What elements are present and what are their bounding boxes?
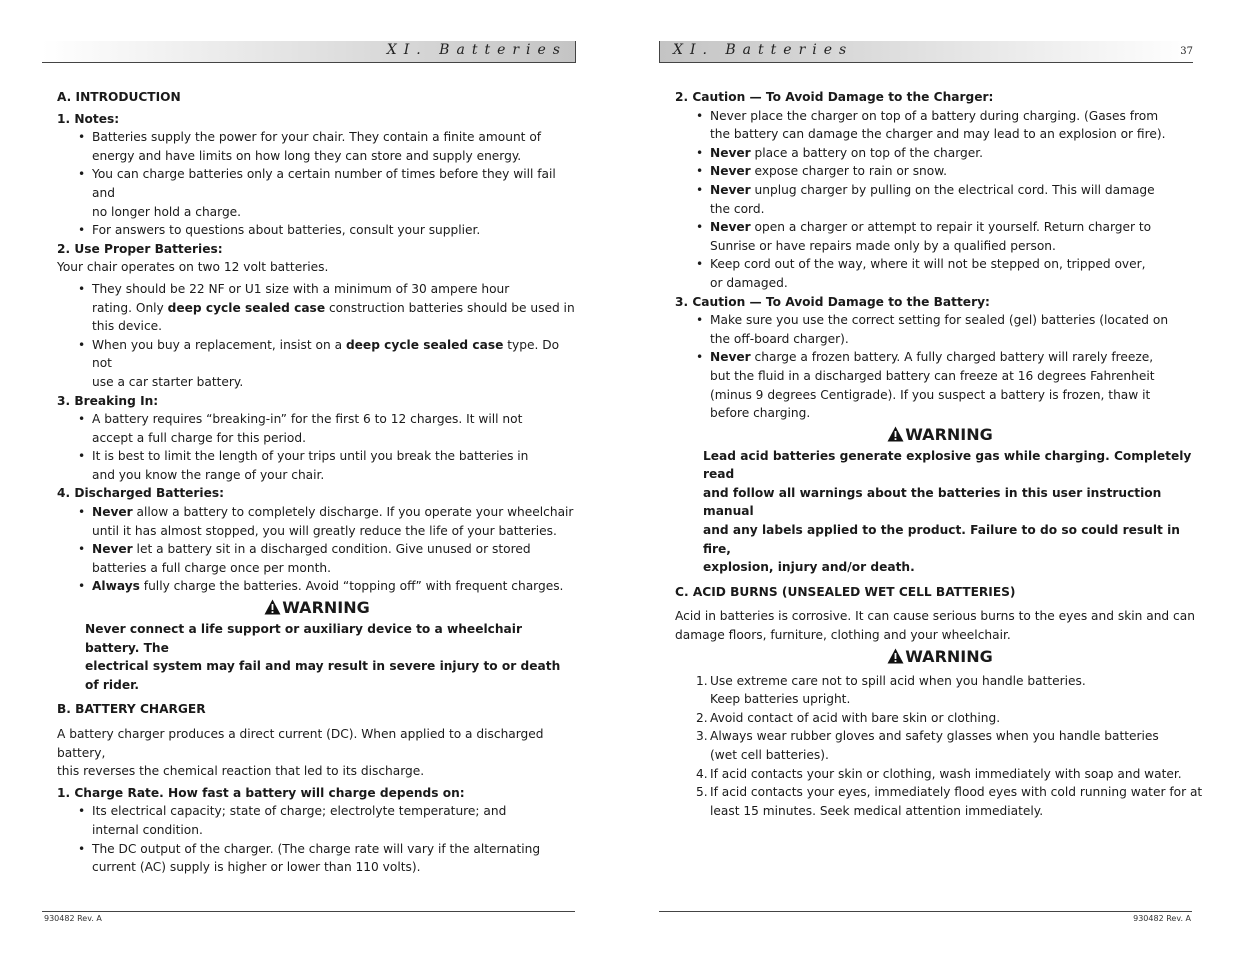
list-item: • Never place a battery on top of the charger.	[696, 145, 984, 160]
list-item: 5. If acid contacts your eyes, immediately flood eyes with cold running water for at least 15 minutes. Seek medical attention immediately.	[696, 785, 1203, 818]
notes-heading: 1. Notes:	[57, 111, 120, 126]
list-item: 3. Always wear rubber gloves and safety glasses when you handle batteries (wet cell batteries).	[696, 729, 1159, 762]
paragraph: A battery charger produces a direct current (DC). When applied to a discharged battery, this reverses the chemical reaction that led to its discharge.	[57, 727, 544, 779]
proper-batteries-heading: 2. Use Proper Batteries:	[57, 241, 223, 256]
warning-heading: WARNING	[675, 425, 1205, 445]
footer-doc-number: 930482 Rev. A	[1133, 914, 1191, 923]
warning-triangle-icon	[264, 599, 281, 615]
list-item: • They should be 22 NF or U1 size with a minimum of 30 ampere hour rating. Only deep cycle sealed case construction batteries should be used in this device.	[78, 281, 575, 334]
list-item: 1. Use extreme care not to spill acid when you handle batteries. Keep batteries upright.	[696, 673, 1086, 707]
list-item: • Never expose charger to rain or snow.	[696, 164, 947, 179]
header-title: XI. Batteries	[673, 42, 854, 58]
list-item: • Never place the charger on top of a battery during charging. (Gases from the battery can damage the charger and may lead to an explosion or fire).	[696, 108, 1166, 142]
discharged-batteries-heading: 4. Discharged Batteries:	[57, 486, 225, 501]
warning-triangle-icon	[887, 426, 904, 442]
list-item: • Never allow a battery to completely discharge. If you operate your wheelchair until it has almost stopped, you will greatly reduce the life of your batteries.	[78, 505, 574, 538]
battery-caution-heading: 3. Caution — To Avoid Damage to the Battery:	[675, 294, 990, 309]
list-item: • It is best to limit the length of your trips until you break the batteries in and you know the range of your chair.	[78, 449, 529, 482]
warning-heading: WARNING	[57, 598, 577, 618]
list-item: • Its electrical capacity; state of charge; electrolyte temperature; and internal condition.	[78, 804, 507, 837]
list-item: • Batteries supply the power for your chair. They contain a finite amount of energy and have limits on how long they can store and supply energy.	[78, 130, 542, 163]
list-item: • Keep cord out of the way, where it will not be stepped on, tripped over, or damaged.	[696, 257, 1146, 290]
warning-triangle-icon	[887, 648, 904, 664]
warning-text: Never connect a life support or auxiliary device to a wheelchair battery. The electrical system may fail and may result in severe injury to or death of rider.	[85, 622, 561, 692]
charger-caution-heading: 2. Caution — To Avoid Damage to the Charger:	[675, 90, 994, 104]
warning-text: Lead acid batteries generate explosive gas while charging. Completely read and follow all warnings about the batteries in this user instruction manual and any labels applied to the product. Failure to do so could result in fire, explosion, injury and/or death.	[703, 448, 1192, 575]
breaking-in-heading: 3. Breaking In:	[57, 393, 159, 408]
footer-rule	[42, 911, 575, 912]
paragraph: Acid in batteries is corrosive. It can cause serious burns to the eyes and skin and can damage floors, furniture, clothing and your wheelchair.	[675, 609, 1195, 643]
right-page	[617, 0, 1235, 954]
list-item: • Never open a charger or attempt to repair it yourself. Return charger to Sunrise or have repairs made only by a qualified person.	[696, 220, 1152, 253]
list-item: • The DC output of the charger. (The charge rate will vary if the alternating current (AC) supply is higher or lower than 110 volts).	[78, 841, 541, 875]
header-bar	[659, 41, 1193, 63]
section-c-heading: C. ACID BURNS (UNSEALED WET CELL BATTERIES)	[675, 584, 1016, 599]
page-number: 37	[1180, 46, 1193, 57]
header-title: XI. Batteries	[386, 42, 567, 58]
list-item: • A battery requires “breaking-in” for the first 6 to 12 charges. It will not accept a full charge for this period.	[78, 412, 523, 445]
left-page	[0, 0, 617, 954]
list-item: • You can charge batteries only a certain number of times before they will fail and no longer hold a charge.	[78, 167, 556, 219]
footer-rule	[659, 911, 1192, 912]
list-item: • Make sure you use the correct setting for sealed (gel) batteries (located on the off-board charger).	[696, 313, 1169, 346]
left-body	[57, 88, 577, 877]
section-b-heading: B. BATTERY CHARGER	[57, 702, 206, 717]
list-item: • Never let a battery sit in a discharged condition. Give unused or stored batteries a full charge once per month.	[78, 542, 531, 575]
list-item: • When you buy a replacement, insist on a deep cycle sealed case type. Do not use a car starter battery.	[78, 337, 560, 389]
footer-doc-number: 930482 Rev. A	[44, 914, 102, 923]
charge-rate-heading: 1. Charge Rate. How fast a battery will charge depends on:	[57, 785, 465, 800]
warning-heading: WARNING	[675, 647, 1205, 667]
right-body	[675, 88, 1205, 820]
paragraph: Your chair operates on two 12 volt batteries.	[57, 260, 329, 275]
section-a-heading: A. INTRODUCTION	[57, 90, 181, 104]
list-item: 2. Avoid contact of acid with bare skin or clothing.	[696, 710, 1001, 725]
header-bar	[42, 41, 576, 63]
list-item: • For answers to questions about batteries, consult your supplier.	[78, 223, 481, 238]
list-item: 4. If acid contacts your skin or clothing, wash immediately with soap and water.	[696, 766, 1182, 781]
list-item: • Always fully charge the batteries. Avoid “topping off” with frequent charges.	[78, 579, 564, 594]
list-item: • Never charge a frozen battery. A fully charged battery will rarely freeze, but the fluid in a discharged battery can freeze at 16 degrees Fahrenheit (minus 9 degrees Centigrade). If you suspect a battery is frozen, thaw it before charging.	[696, 350, 1155, 421]
list-item: • Never unplug charger by pulling on the electrical cord. This will damage the cord.	[696, 182, 1155, 216]
